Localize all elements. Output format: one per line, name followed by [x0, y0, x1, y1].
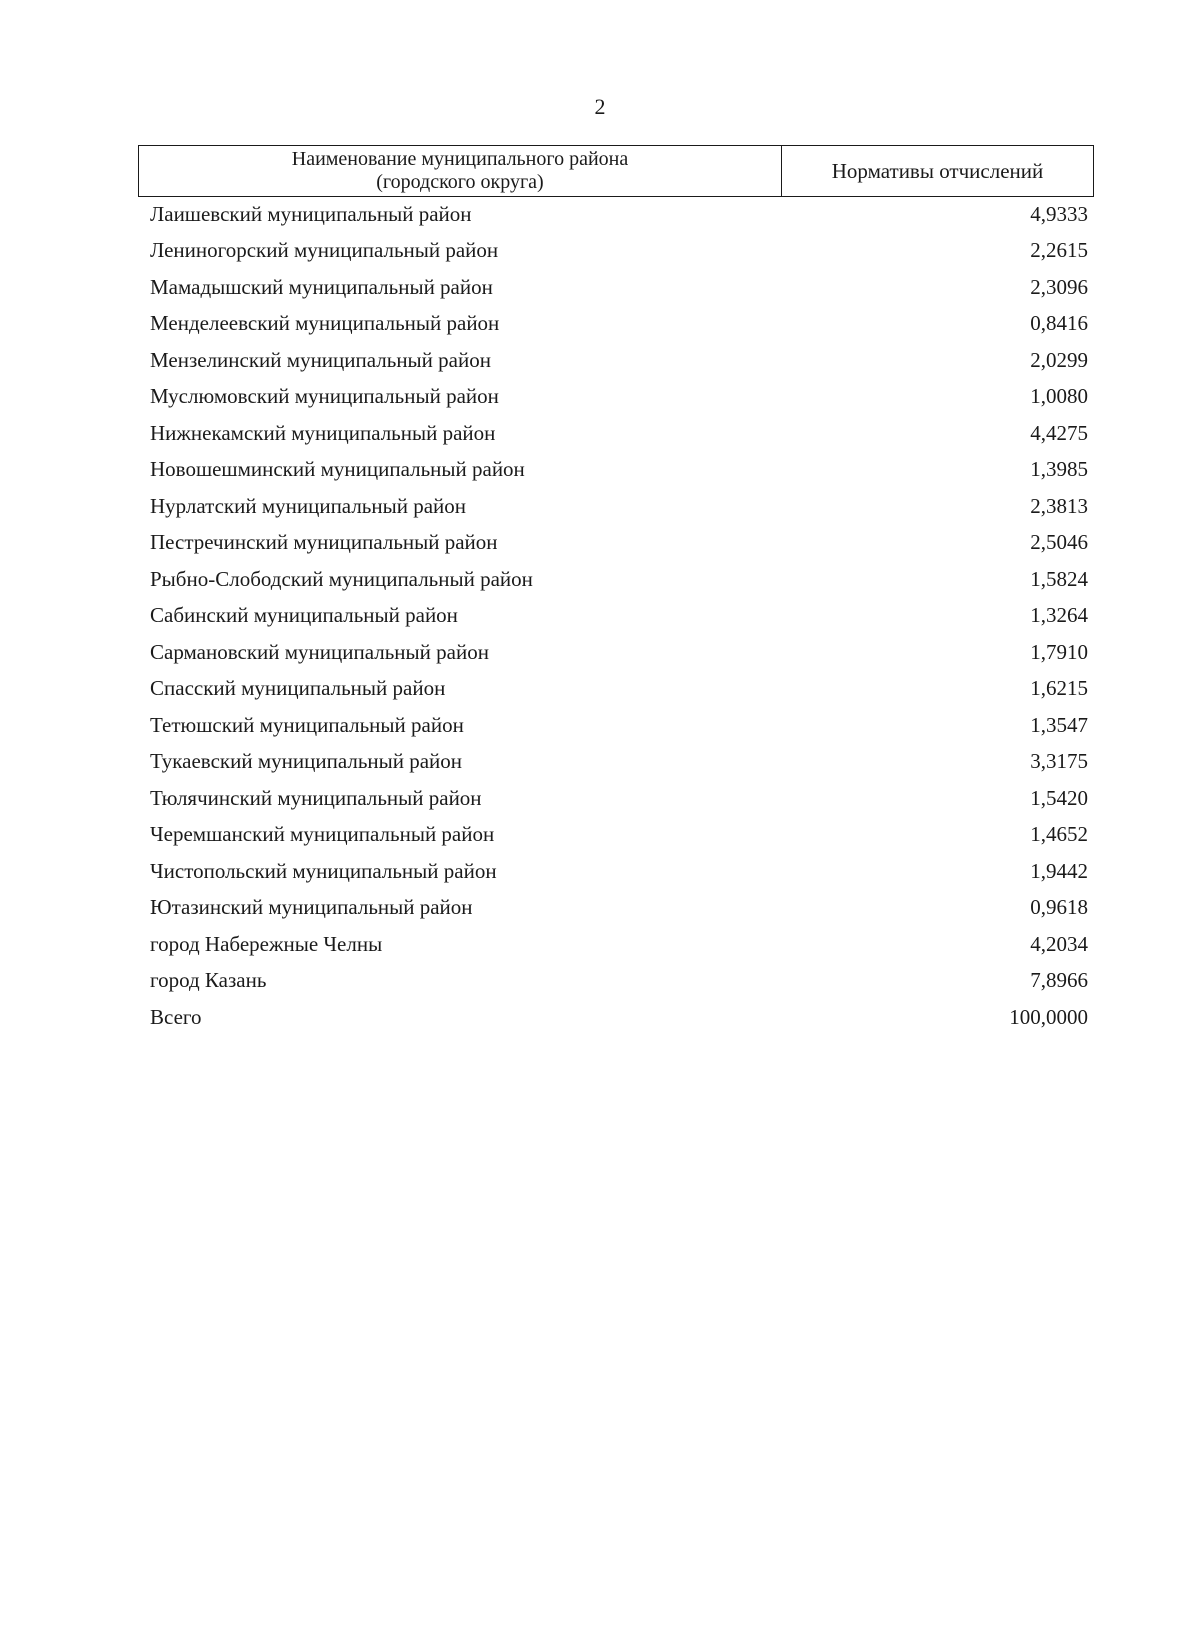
district-name: Чистопольский муниципальный район [150, 858, 497, 883]
table-row [150, 598, 1088, 635]
header-district-name-line1: Наименование муниципального района [291, 148, 629, 170]
deduction-norm-value: 4,9333 [1030, 201, 1088, 226]
table-row [150, 890, 1088, 927]
table-row [150, 671, 1088, 708]
deduction-norm-value: 1,9442 [1030, 858, 1088, 883]
district-name: Лениногорский муниципальный район [150, 238, 499, 263]
header-district-name [139, 146, 782, 196]
table-row [150, 926, 1088, 963]
header-norms: Нормативы отчислений [831, 158, 1044, 183]
table-row [150, 196, 1088, 233]
table-row [150, 999, 1088, 1036]
header-district-name-line2: (городского округа) [376, 171, 544, 193]
table-row [150, 853, 1088, 890]
district-name: Муслюмовский муниципальный район [150, 384, 499, 409]
table-row [150, 379, 1088, 416]
district-name: Мамадышский муниципальный район [150, 274, 493, 299]
deduction-norm-value: 1,3547 [1030, 712, 1088, 737]
district-name: Сармановский муниципальный район [150, 639, 489, 664]
district-name: Тетюшский муниципальный район [150, 712, 464, 737]
deduction-norm-value: 4,4275 [1030, 420, 1088, 445]
district-name: Черемшанский муниципальный район [150, 822, 495, 847]
district-name: Нурлатский муниципальный район [150, 493, 467, 518]
deduction-norm-value: 100,0000 [1009, 1004, 1088, 1029]
district-name: город Казань [150, 968, 267, 993]
deduction-norm-value: 1,3264 [1030, 603, 1088, 628]
deduction-norm-value: 1,5824 [1030, 566, 1088, 591]
deduction-norm-value: 2,3813 [1030, 493, 1088, 518]
table-row [150, 780, 1088, 817]
deduction-norm-value: 1,6215 [1030, 676, 1088, 701]
table-row [150, 561, 1088, 598]
table-body [150, 196, 1088, 1036]
table-row [150, 269, 1088, 306]
deduction-norm-value: 1,4652 [1030, 822, 1088, 847]
table-row [150, 306, 1088, 343]
table-header [138, 145, 1094, 197]
deduction-norm-value: 1,3985 [1030, 457, 1088, 482]
table-row [150, 415, 1088, 452]
deduction-norm-value: 2,0299 [1030, 347, 1088, 372]
district-name: Сабинский муниципальный район [150, 603, 458, 628]
district-name: Нижнекамский муниципальный район [150, 420, 496, 445]
district-name: Ютазинский муниципальный район [150, 895, 473, 920]
table-row [150, 233, 1088, 270]
district-name: город Набережные Челны [150, 931, 383, 956]
district-name: Мензелинский муниципальный район [150, 347, 491, 372]
table-row [150, 817, 1088, 854]
district-name: Спасский муниципальный район [150, 676, 446, 701]
table-row [150, 488, 1088, 525]
deduction-norm-value: 0,9618 [1030, 895, 1088, 920]
deduction-norm-value: 1,7910 [1030, 639, 1088, 664]
deduction-norm-value: 1,0080 [1030, 384, 1088, 409]
table-row [150, 707, 1088, 744]
deduction-norm-value: 3,3175 [1030, 749, 1088, 774]
page-number: 2 [594, 94, 606, 119]
deduction-norm-value: 2,3096 [1030, 274, 1088, 299]
district-name: Рыбно-Слободский муниципальный район [150, 566, 533, 591]
deduction-norm-value: 2,5046 [1030, 530, 1088, 555]
district-name: Тукаевский муниципальный район [150, 749, 463, 774]
district-name: Лаишевский муниципальный район [150, 201, 472, 226]
district-name: Менделеевский муниципальный район [150, 311, 500, 336]
deduction-norm-value: 2,2615 [1030, 238, 1088, 263]
district-name: Всего [150, 1004, 202, 1029]
table-row [150, 452, 1088, 489]
table-row [150, 963, 1088, 1000]
table-row [150, 525, 1088, 562]
deduction-norm-value: 4,2034 [1030, 931, 1088, 956]
deduction-norm-value: 7,8966 [1030, 968, 1088, 993]
district-name: Новошешминский муниципальный район [150, 457, 525, 482]
table-row [150, 744, 1088, 781]
table-row [150, 342, 1088, 379]
table-row [150, 634, 1088, 671]
deduction-norm-value: 0,8416 [1030, 311, 1088, 336]
district-name: Пестречинский муниципальный район [150, 530, 498, 555]
deduction-norm-value: 1,5420 [1030, 785, 1088, 810]
district-name: Тюлячинский муниципальный район [150, 785, 482, 810]
